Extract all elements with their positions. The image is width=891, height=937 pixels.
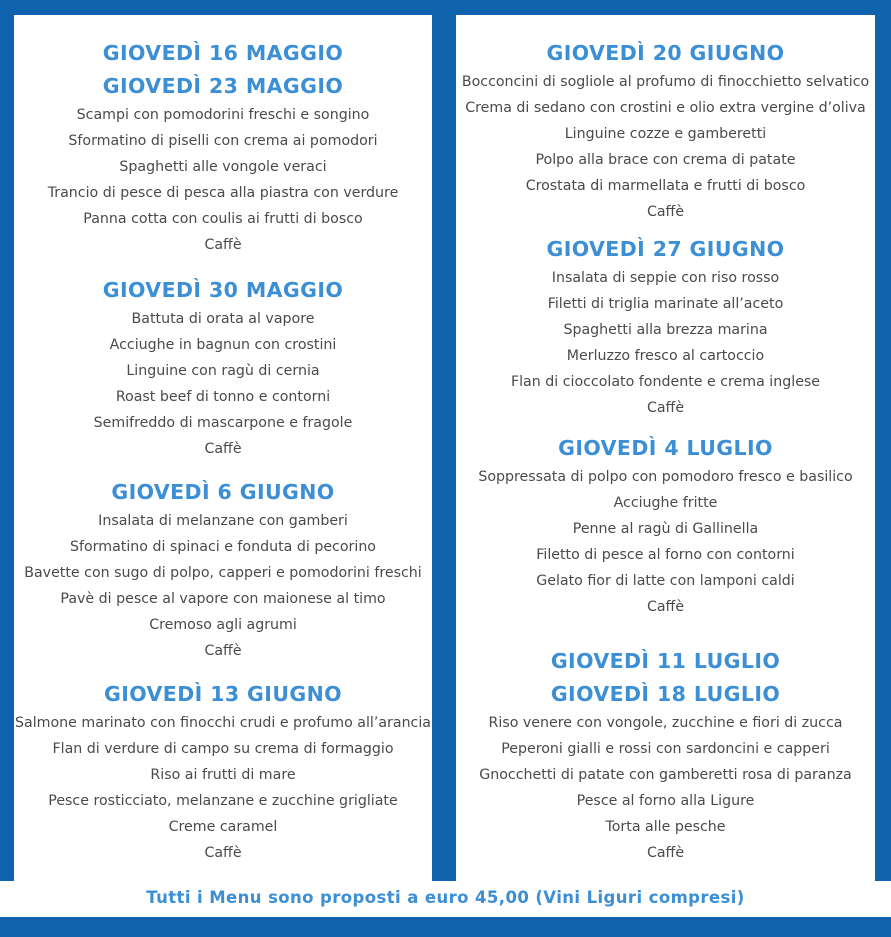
menu-item: Caffè [646,203,685,220]
menu-item: Bocconcini di sogliole al profumo di finocchietto selvatico [461,74,870,90]
menu-item: Penne al ragù di Gallinella [572,520,759,537]
menu-item: Sformatino di spinaci e fonduta di pecorino [70,538,376,555]
menu-item: Spaghetti alle vongole veraci [119,158,327,175]
menu-item: Semifreddo di mascarpone e fragole [93,414,353,431]
menu-section [456,233,875,421]
menu-date-heading: GIOVEDÌ 16 MAGGIO [102,41,344,65]
menu-item: Spaghetti alla brezza marina [563,321,768,338]
menu-item: Merluzzo fresco al cartoccio [566,347,765,364]
menu-item: Caffè [204,844,242,861]
menu-item: Flan di verdure di campo su crema di formaggio [52,740,394,757]
menu-panel-left [14,15,432,881]
menu-item: Crema di sedano con crostini e olio extra vergine d’oliva [465,99,866,116]
menu-item: Creme caramel [168,818,278,835]
menu-item: Sformatino di piselli con crema ai pomodori [68,132,378,149]
menu-date-heading: GIOVEDÌ 27 GIUGNO [546,237,785,261]
menu-item: Pesce al forno alla Ligure [576,792,755,809]
menu-item: Pavè di pesce al vapore con maionese al timo [60,590,386,607]
menu-item: Filetto di pesce al forno con contorni [536,546,795,563]
menu-date-heading: GIOVEDÌ 6 GIUGNO [111,480,335,504]
menu-item: Caffè [646,844,685,861]
menu-date-heading: GIOVEDÌ 4 LUGLIO [558,436,773,460]
menu-section [14,274,432,462]
menu-section [14,678,432,866]
menu-date-heading: GIOVEDÌ 20 GIUGNO [546,41,785,65]
menu-item: Soppressata di polpo con pomodoro fresco e basilico [478,469,853,485]
menu-item: Riso venere con vongole, zucchine e fiori di zucca [488,715,843,731]
menu-date-heading: GIOVEDÌ 11 LUGLIO [550,649,781,673]
menu-item: Torta alle pesche [605,818,726,835]
menu-section [456,645,875,866]
menu-item: Gelato fior di latte con lamponi caldi [536,572,795,589]
menu-item: Filetti di triglia marinate all’aceto [547,295,784,312]
menu-item: Bavette con sugo di polpo, capperi e pomodorini freschi [24,564,422,581]
menu-section [14,476,432,664]
menu-item: Crostata di marmellata e frutti di bosco [525,177,806,194]
menu-item: Caffè [204,440,242,457]
menu-item: Riso ai frutti di mare [150,766,296,783]
menu-item: Caffè [646,399,685,416]
menu-item: Insalata di melanzane con gamberi [98,513,348,529]
menu-item: Roast beef di tonno e contorni [115,388,331,405]
menu-date-heading: GIOVEDÌ 13 GIUGNO [104,682,342,706]
menu-item: Caffè [204,236,242,253]
menu-date-heading: GIOVEDÌ 18 LUGLIO [550,682,781,706]
menu-item: Caffè [646,598,685,615]
menu-item: Peperoni gialli e rossi con sardoncini e capperi [501,740,830,757]
menu-item: Panna cotta con coulis ai frutti di bosco [83,210,363,227]
menu-item: Trancio di pesce di pesca alla piastra con verdure [47,184,399,201]
menu-item: Acciughe fritte [613,494,718,511]
menu-date-heading: GIOVEDÌ 30 MAGGIO [102,278,344,302]
menu-item: Acciughe in bagnun con crostini [109,336,337,353]
menu-item: Flan di cioccolato fondente e crema inglese [510,373,821,390]
menu-item: Caffè [204,642,242,659]
menu-item: Scampi con pomodorini freschi e songino [76,107,370,123]
menu-item: Polpo alla brace con crema di patate [535,151,796,168]
menu-panel-right [456,15,875,881]
menu-item: Battuta di orata al vapore [131,311,315,327]
menu-date-heading: GIOVEDÌ 23 MAGGIO [102,74,344,98]
menu-item: Linguine cozze e gamberetti [564,125,767,142]
menu-item: Linguine con ragù di cernia [126,362,320,379]
menu-item: Gnocchetti di patate con gamberetti rosa di paranza [479,766,852,783]
menu-section [14,37,432,258]
menu-item: Insalata di seppie con riso rosso [551,270,780,286]
price-note: Tutti i Menu sono proposti a euro 45,00 (Vini Liguri compresi) [146,888,745,907]
menu-section [456,37,875,225]
menu-item: Salmone marinato con finocchi crudi e profumo all’arancia [15,715,431,731]
menu-item: Cremoso agli agrumi [149,616,297,633]
menu-item: Pesce rosticciato, melanzane e zucchine grigliate [48,792,398,809]
menu-section [456,432,875,620]
